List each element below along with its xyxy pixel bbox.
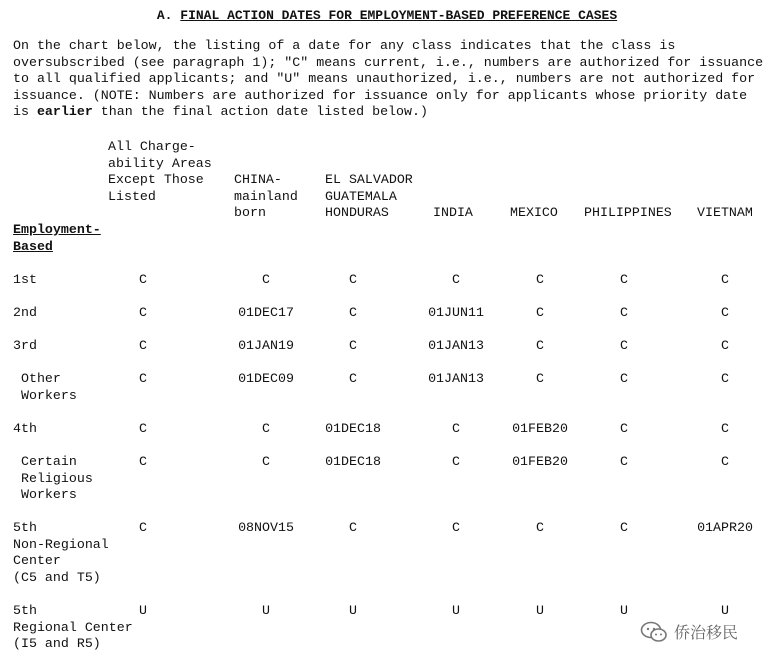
table-cell: 01JAN13 [428, 338, 484, 353]
table-cell: C [139, 272, 147, 287]
column-header-philippines: PHILIPPINES [584, 205, 672, 220]
row-label: Other Workers [20, 371, 77, 403]
table-cell: C [721, 305, 729, 320]
row-label: 5th Non-Regional Center (C5 and T5) [13, 520, 109, 585]
table-cell: U [536, 603, 544, 618]
table-cell: 01DEC18 [325, 454, 381, 469]
table-cell: C [721, 421, 729, 436]
table-cell: C [139, 371, 147, 386]
table-cell: C [349, 371, 357, 386]
table-cell: C [620, 520, 628, 535]
table-cell: C [139, 305, 147, 320]
table-cell: C [452, 272, 460, 287]
table-cell: C [620, 338, 628, 353]
column-header-el-salvador-guatemala-honduras: EL SALVADOR GUATEMALA HONDURAS [325, 172, 413, 221]
table-cell: U [721, 603, 729, 618]
table-cell: 01JAN13 [428, 371, 484, 386]
table-cell: C [536, 338, 544, 353]
table-cell: 01FEB20 [512, 421, 568, 436]
table-cell: 01FEB20 [512, 454, 568, 469]
row-label: 2nd [13, 305, 37, 320]
table-cell: C [139, 520, 147, 535]
column-header-vietnam: VIETNAM [697, 205, 753, 220]
row-label: 4th [13, 421, 37, 436]
table-cell: 01DEC17 [238, 305, 294, 320]
row-label: 1st [13, 272, 37, 287]
table-cell: C [620, 421, 628, 436]
table-cell: C [536, 520, 544, 535]
watermark [640, 620, 738, 643]
table-cell: 01DEC09 [238, 371, 294, 386]
table-cell: U [262, 603, 270, 618]
table-cell: C [349, 520, 357, 535]
table-cell: C [721, 338, 729, 353]
section-title-text: FINAL ACTION DATES FOR EMPLOYMENT-BASED PREFERENCE CASES [180, 8, 618, 23]
column-header-india: INDIA [433, 205, 473, 220]
table-cell: C [262, 272, 270, 287]
row-label: Certain Religious Workers [20, 454, 93, 503]
wechat-icon [640, 621, 668, 643]
table-cell: C [452, 421, 460, 436]
table-cell: C [139, 454, 147, 469]
table-cell: C [620, 454, 628, 469]
table-cell: C [536, 272, 544, 287]
table-cell: C [536, 305, 544, 320]
table-cell: C [349, 338, 357, 353]
table-cell: 01JUN11 [428, 305, 484, 320]
row-header-employment-based: Employment- Based [13, 222, 101, 254]
table-cell: C [139, 338, 147, 353]
intro-paragraph [13, 38, 772, 121]
table-cell: U [452, 603, 460, 618]
table-cell: 08NOV15 [238, 520, 294, 535]
table-cell: U [620, 603, 628, 618]
table-cell: 01APR20 [697, 520, 753, 535]
table-cell: C [139, 421, 147, 436]
table-cell: 01JAN19 [238, 338, 294, 353]
table-cell: U [139, 603, 147, 618]
table-cell: 01DEC18 [325, 421, 381, 436]
column-header-all-chargeability: All Charge- ability Areas Except Those Listed [108, 139, 212, 204]
table-cell: U [349, 603, 357, 618]
table-cell: C [620, 272, 628, 287]
row-label: 3rd [13, 338, 37, 353]
watermark-text: 侨治移民 [674, 623, 739, 642]
column-header-china: CHINA- mainland born [234, 172, 298, 221]
table-cell: C [721, 454, 729, 469]
table-cell: C [262, 421, 270, 436]
section-title-prefix: A. [156, 8, 181, 23]
table-cell: C [349, 305, 357, 320]
table-cell: C [721, 371, 729, 386]
intro-part2: than the final action date listed below.) [92, 104, 428, 120]
table-cell: C [721, 272, 729, 287]
intro-part1: On the chart below, the listing of a date for any class indicates that the class is oversubscribed (see paragraph 1); "C" means current, i.e., numbers are authorized for issuance to all qualified applicants; and "U" means unauthorized, i.e., numbers are not authorized for issuance. (NOTE: Numbers are authorized for issuance only for applicants whose priority date is [13, 38, 772, 120]
row-label: 5th Regional Center (I5 and R5) [13, 603, 133, 652]
table-cell: C [620, 305, 628, 320]
table-cell: C [620, 371, 628, 386]
intro-bold-word: earlier [36, 104, 93, 120]
table-cell: C [349, 272, 357, 287]
table-cell: C [262, 454, 270, 469]
table-cell: C [452, 520, 460, 535]
column-header-mexico: MEXICO [510, 205, 558, 220]
section-title [0, 8, 774, 23]
table-cell: C [452, 454, 460, 469]
table-cell: C [536, 371, 544, 386]
